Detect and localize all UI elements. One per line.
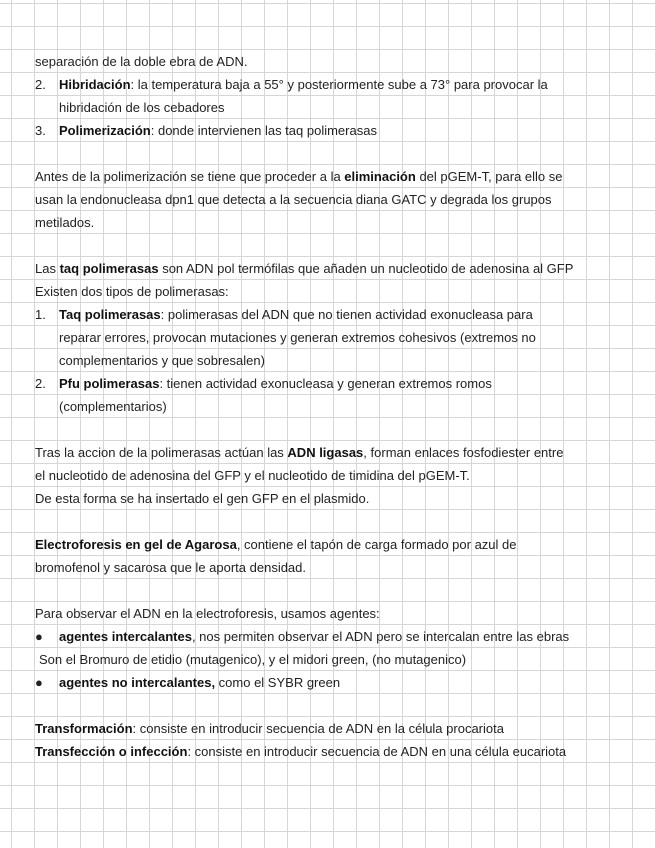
text-line <box>35 487 635 510</box>
text-line <box>35 349 635 372</box>
text-span: : polimerasas del ADN que no tienen actividad exonucleasa para <box>160 307 533 322</box>
list-item-hibridacion <box>35 73 635 96</box>
text-span: , contiene el tapón de carga formado por azul de <box>236 537 517 552</box>
list-item-polimerizacion <box>35 119 635 142</box>
text-span: Para observar el ADN en la electroforesis, usamos agentes: <box>35 606 380 621</box>
text-span: separación de la doble ebra de ADN. <box>35 54 248 69</box>
text-span: Tras la accion de la polimerasas actúan las <box>35 445 288 460</box>
text-span: bromofenol y sacarosa que le aporta densidad. <box>35 560 307 575</box>
paragraph-ligasas <box>35 441 635 464</box>
list-number: 2. <box>35 77 46 92</box>
text-span: , forman enlaces fosfodiester entre <box>363 445 564 460</box>
text-span: Antes de la polimerización se tiene que proceder a la <box>35 169 345 184</box>
term-electroforesis: Electroforesis en gel de Agarosa <box>35 537 237 552</box>
text-span: como el SYBR green <box>215 675 341 690</box>
definition-transfeccion <box>35 740 635 763</box>
text-line <box>35 648 635 671</box>
text-span: : consiste en introducir secuencia de ADN en la célula procariota <box>132 721 504 736</box>
list-number: 3. <box>35 123 46 138</box>
paragraph-agentes <box>35 602 635 625</box>
definition-transformacion <box>35 717 635 740</box>
text-span: (complementarios) <box>59 399 167 414</box>
text-span: : la temperatura baja a 55° y posteriormente sube a 73° para provocar la <box>130 77 548 92</box>
term-agentes-no-intercalantes: agentes no intercalantes, <box>59 675 216 690</box>
term-adn-ligasas: ADN ligasas <box>287 445 364 460</box>
term-pfu: Pfu polimerasas <box>59 376 160 391</box>
text-span: : consiste en introducir secuencia de ADN en una célula eucariota <box>187 744 567 759</box>
text-span: usan la endonucleasa dpn1 que detecta a la secuencia diana GATC y degrada los grupos <box>35 192 552 207</box>
list-item-taq <box>35 303 635 326</box>
text-span: Son el Bromuro de etidio (mutagenico), y el midori green, (no mutagenico) <box>39 652 467 667</box>
text-line <box>35 50 635 73</box>
text-span: Las <box>35 261 60 276</box>
text-span: De esta forma se ha insertado el gen GFP en el plasmido. <box>35 491 370 506</box>
text-line <box>35 211 635 234</box>
term-eliminacion: eliminación <box>344 169 416 184</box>
text-span: Existen dos tipos de polimerasas: <box>35 284 229 299</box>
text-line <box>35 326 635 349</box>
term-agentes-intercalantes: agentes intercalantes <box>59 629 192 644</box>
text-line <box>35 188 635 211</box>
text-span: metilados. <box>35 215 95 230</box>
text-span: : tienen actividad exonucleasa y generan extremos romos <box>159 376 492 391</box>
bullet-item-intercalantes <box>35 625 635 648</box>
term-taq-polimerasas: taq polimerasas <box>59 261 159 276</box>
list-item-pfu <box>35 372 635 395</box>
text-span: : donde intervienen las taq polimerasas <box>150 123 377 138</box>
text-line <box>35 280 635 303</box>
list-number: 1. <box>35 307 46 322</box>
term-taq: Taq polimerasas <box>59 307 161 322</box>
bullet-item-no-intercalantes <box>35 671 635 694</box>
document-page <box>35 50 635 763</box>
text-span: complementarios y que sobresalen) <box>59 353 265 368</box>
paragraph-electroforesis <box>35 533 635 556</box>
term-hibridacion: Hibridación <box>59 77 131 92</box>
text-line <box>35 464 635 487</box>
paragraph-eliminacion <box>35 165 635 188</box>
text-span: reparar errores, provocan mutaciones y generan extremos cohesivos (extremos no <box>59 330 536 345</box>
text-span: , nos permiten observar el ADN pero se intercalan entre las ebras <box>191 629 570 644</box>
list-number: 2. <box>35 376 46 391</box>
text-span: son ADN pol termófilas que añaden un nucleotido de adenosina al GFP <box>158 261 574 276</box>
term-polimerizacion: Polimerización <box>59 123 151 138</box>
text-line <box>35 556 635 579</box>
text-span: hibridación de los cebadores <box>59 100 225 115</box>
term-transfeccion: Transfección o infección <box>35 744 188 759</box>
text-span: del pGEM-T, para ello se <box>415 169 563 184</box>
text-line <box>35 395 635 418</box>
bullet-icon: ● <box>35 629 43 644</box>
paragraph-taq <box>35 257 635 280</box>
text-span: el nucleotido de adenosina del GFP y el nucleotido de timidina del pGEM-T. <box>35 468 470 483</box>
bullet-icon: ● <box>35 675 43 690</box>
term-transformacion: Transformación <box>35 721 133 736</box>
text-line <box>35 96 635 119</box>
